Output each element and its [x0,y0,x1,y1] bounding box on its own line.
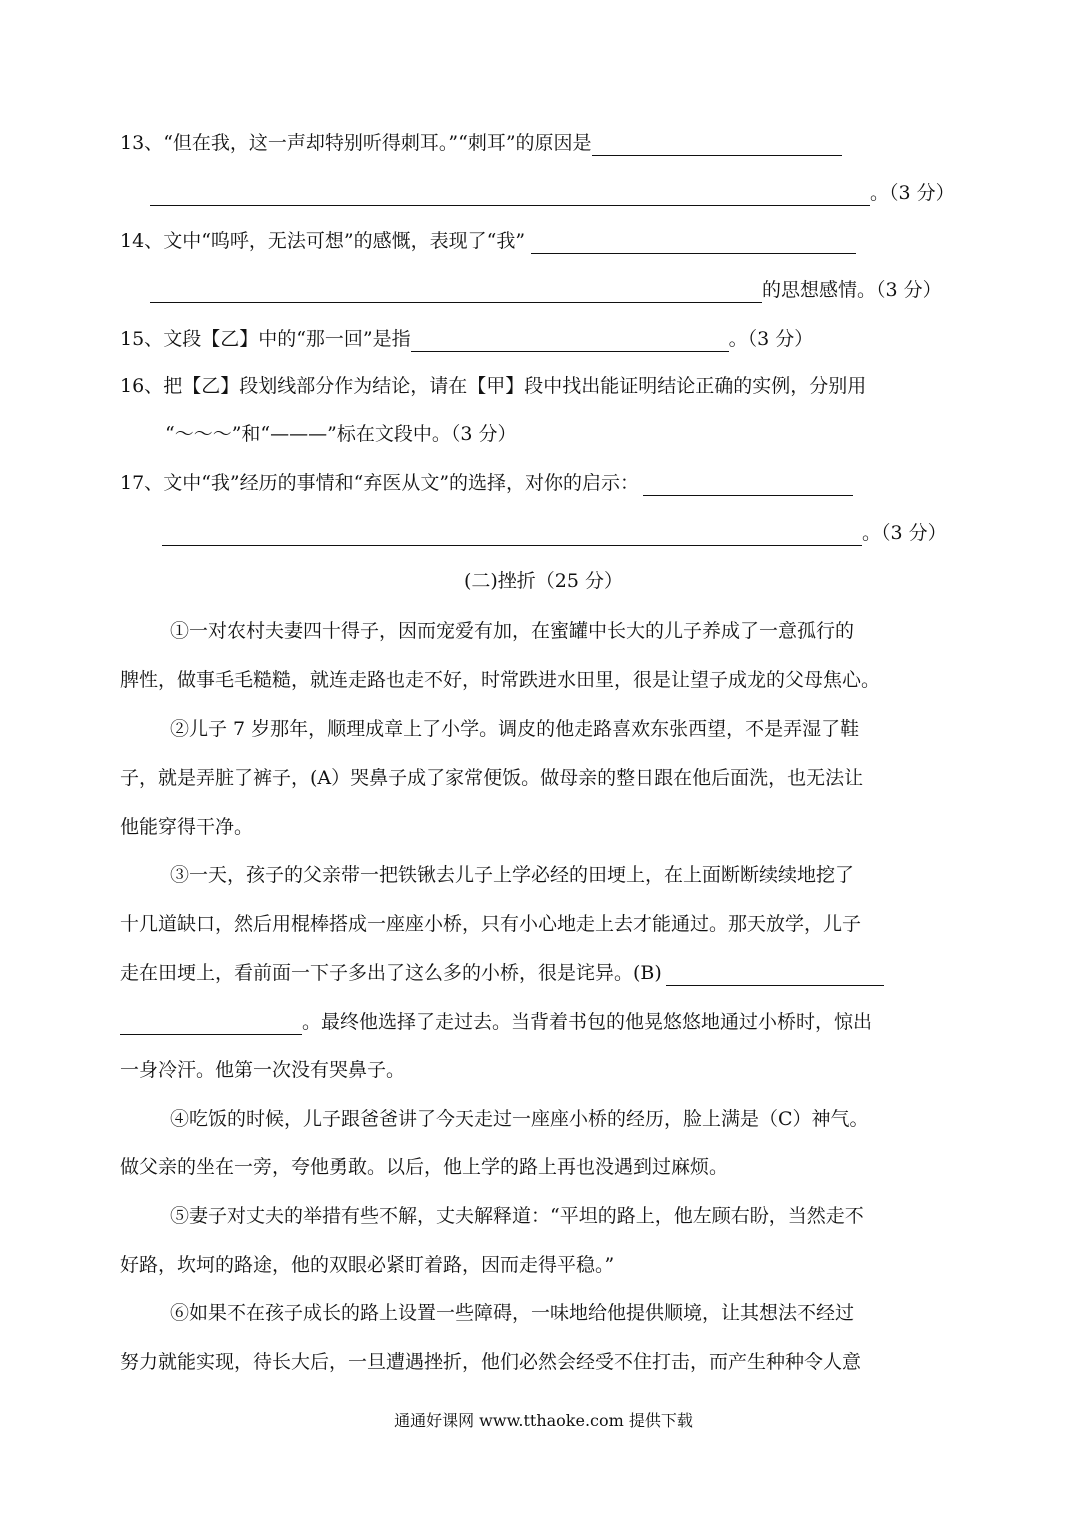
answer-blank-17b[interactable] [162,527,862,546]
question-15-number: 15、 [120,328,164,350]
passage-line: ⑤妻子对丈夫的举措有些不解，丈夫解释道：“平坦的路上，他左顾右盼，当然走不 [170,1205,864,1227]
passage-line: 好路，坎坷的路途，他的双眼必紧盯着路，因而走得平稳。” [120,1254,615,1276]
question-14-continuation [150,277,942,303]
question-13-number: 13、 [120,132,164,154]
passage-line: ⑥如果不在孩子成长的路上设置一些障碍，一味地给他提供顺境，让其想法不经过 [170,1302,855,1324]
passage-line: 子，就是弄脏了裤子，(A）哭鼻子成了家常便饭。做母亲的整日跟在他后面洗，也无法让 [120,767,864,789]
question-13 [120,130,842,156]
passage-line: ②儿子 7 岁那年，顺理成章上了小学。调皮的他走路喜欢东张西望，不是弄湿了鞋 [170,718,860,740]
passage-line: 一身冷汗。他第一次没有哭鼻子。 [120,1059,406,1081]
answer-blank-17a[interactable] [643,477,853,496]
question-14 [120,228,856,254]
answer-blank-b1[interactable] [666,967,884,986]
passage-text: 走在田埂上，看前面一下子多出了这么多的小桥，很是诧异。(B) [120,962,662,984]
question-16-text: 把【乙】段划线部分作为结论，请在【甲】段中找出能证明结论正确的实例，分别用 [163,375,867,397]
passage-line: ④吃饭的时候，儿子跟爸爸讲了今天走过一座座小桥的经历，脸上满是（C）神气。 [170,1108,869,1130]
page-footer: 通通好课网 www.tthaoke.com 提供下载 [394,1411,693,1430]
answer-blank-14b[interactable] [150,284,762,303]
answer-blank-13a[interactable] [592,137,842,156]
passage-line: ③一天，孩子的父亲带一把铁锹去儿子上学必经的田埂上，在上面断断续续地挖了 [170,864,855,886]
passage-line: 他能穿得干净。 [120,816,254,838]
question-14-score: 的思想感情。（3 分） [762,279,942,301]
answer-blank-14a[interactable] [531,235,856,254]
passage-line: 脾性，做事毛毛糙糙，就连走路也走不好，时常跌进水田里，很是让望子成龙的父母焦心。 [120,669,881,691]
question-15-score: 。（3 分） [728,328,814,350]
section-title: (二)挫折（25 分） [463,570,624,592]
question-15-text: 文段【乙】中的“那一回”是指 [163,328,411,350]
question-17-text: 文中“我”经历的事情和“弃医从文”的选择，对你的启示： [163,472,640,494]
question-17 [120,470,853,496]
question-17-continuation [162,520,947,546]
passage-line: 十几道缺口，然后用棍棒搭成一座座小桥，只有小心地走上去才能通过。那天放学，儿子 [120,913,862,935]
question-13-score: 。（3 分） [870,182,955,204]
question-17-score: 。（3 分） [862,522,947,544]
question-13-continuation [150,180,955,206]
question-17-number: 17、 [120,472,164,494]
passage-line: 做父亲的坐在一旁，夸他勇敢。以后，他上学的路上再也没遇到过麻烦。 [120,1156,729,1178]
question-16-continuation [165,421,516,447]
question-16-line2: “～～～”和“———”标在文段中。（3 分） [165,423,517,445]
answer-blank-13b[interactable] [150,187,870,206]
question-16-number: 16、 [120,375,164,397]
passage-line: ①一对农村夫妻四十得子，因而宠爱有加，在蜜罐中长大的儿子养成了一意孤行的 [170,620,855,642]
answer-blank-15[interactable] [411,333,729,352]
question-14-text: 文中“呜呼，无法可想”的感慨，表现了“我” [163,230,526,252]
answer-blank-b2[interactable] [120,1016,302,1035]
question-13-text: “但在我，这一声却特别听得刺耳。”“刺耳”的原因是 [163,132,592,154]
passage-line-with-blank-b-continuation [120,1009,872,1035]
passage-line-with-blank-b [120,960,884,986]
question-15 [120,326,813,352]
question-16 [120,373,866,399]
passage-line: 努力就能实现，待长大后，一旦遭遇挫折，他们必然会经受不住打击，而产生种种令人意 [120,1351,862,1373]
question-14-number: 14、 [120,230,164,252]
passage-text: 。最终他选择了走过去。当背着书包的他晃悠悠地通过小桥时，惊出 [302,1011,873,1033]
